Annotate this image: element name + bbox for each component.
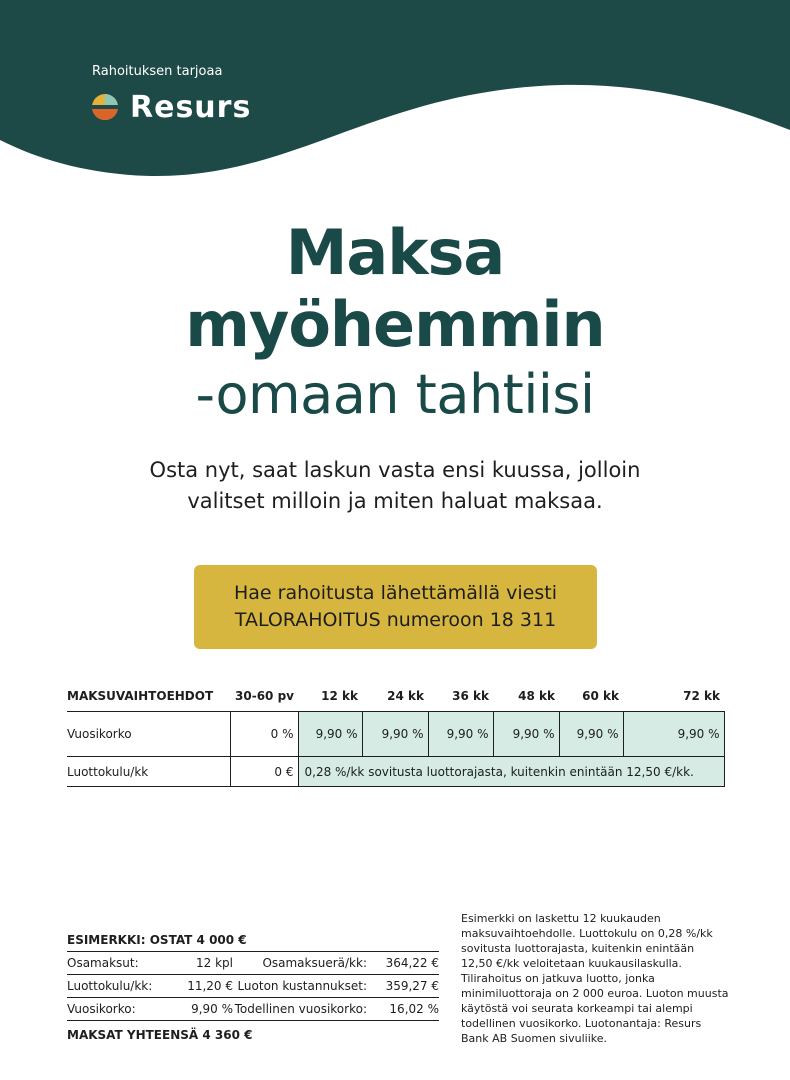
example-row [67, 975, 439, 998]
cta-line-2: TALORAHOITUS numeroon 18 311 [234, 609, 557, 631]
header-36-kk: 36 kk [428, 687, 493, 712]
example-value: 359,27 € [385, 979, 439, 993]
cell-zero-fee: 0 € [230, 757, 298, 787]
example-key: Osamaksut: [67, 956, 139, 970]
example-value: 364,22 € [385, 956, 439, 970]
intro-line-2: valitset milloin ja miten haluat maksaa. [187, 489, 603, 513]
header-72-kk: 72 kk [623, 687, 724, 712]
cta-line-1: Hae rahoitusta lähettämällä viesti [233, 582, 557, 604]
legal-disclaimer: Esimerkki on laskettu 12 kuukauden maksuvaihtoehdolle. Luottokulu on 0,28 %/kk sovitusta luottorajasta, kuitenkin enintään 12,50 €/kk veloitetaan kuukausilaskulla. Tilirahoitus on jatkuva luotto, jonka minimiluottoraja on 2 000 euroa. Luoton muusta käytöstä voi seurata korkeampi tai alempi todellinen vuosikorko. Luotonantaja: Resurs Bank AB Suomen sivuliike. [461, 912, 729, 1045]
table-header-row [67, 687, 724, 712]
payment-options-table [67, 687, 725, 787]
header-30-60-pv: 30-60 pv [230, 687, 298, 712]
example-key: Todellinen vuosikorko: [234, 1002, 367, 1016]
cell-fee-note: 0,28 %/kk sovitusta luottorajasta, kuitenkin enintään 12,50 €/kk. [298, 757, 724, 787]
row-label-annual-interest: Vuosikorko [67, 712, 230, 757]
header-48-kk: 48 kk [493, 687, 559, 712]
example-row [67, 998, 439, 1021]
example-key: Luoton kustannukset: [237, 979, 367, 993]
header-payment-options: MAKSUVAIHTOEHDOT [67, 687, 230, 712]
example-key: Luottokulu/kk: [67, 979, 153, 993]
intro-text [100, 455, 690, 517]
headline-line-1: Maksa [285, 216, 505, 289]
example-value: 11,20 € [187, 979, 233, 993]
brand-tagline: Rahoituksen tarjoaa [92, 64, 223, 79]
table-row-annual-interest [67, 712, 724, 757]
example-value: 16,02 % [389, 1002, 439, 1016]
cta-banner [194, 565, 597, 649]
header-60-kk: 60 kk [559, 687, 623, 712]
header-24-kk: 24 kk [362, 687, 428, 712]
table-row-credit-fee [67, 757, 724, 787]
logo-text: Resurs [130, 89, 252, 125]
resurs-logo-icon [90, 92, 120, 122]
header-12-kk: 12 kk [298, 687, 362, 712]
example-box [67, 933, 439, 1042]
example-value: 9,90 % [191, 1002, 233, 1016]
cell-rate-24: 9,90 % [362, 712, 428, 757]
headline-line-2: myöhemmin [185, 288, 605, 361]
example-value: 12 kpl [196, 956, 233, 970]
resurs-logo [90, 90, 251, 124]
example-row [67, 952, 439, 975]
intro-line-1: Osta nyt, saat laskun vasta ensi kuussa, jolloin [149, 458, 641, 482]
headline-line-3: -omaan tahtiisi [195, 363, 595, 426]
example-title: ESIMERKKI: OSTAT 4 000 € [67, 933, 439, 952]
cell-rate-36: 9,90 % [428, 712, 493, 757]
example-key: Osamaksuerä/kk: [262, 956, 367, 970]
headline [0, 216, 790, 426]
cell-rate-48: 9,90 % [493, 712, 559, 757]
cell-zero-interest: 0 % [230, 712, 298, 757]
cell-rate-12: 9,90 % [298, 712, 362, 757]
row-label-credit-fee: Luottokulu/kk [67, 757, 230, 787]
example-total: MAKSAT YHTEENSÄ 4 360 € [67, 1028, 253, 1042]
cell-rate-60: 9,90 % [559, 712, 623, 757]
cell-rate-72: 9,90 % [623, 712, 724, 757]
example-key: Vuosikorko: [67, 1002, 136, 1016]
